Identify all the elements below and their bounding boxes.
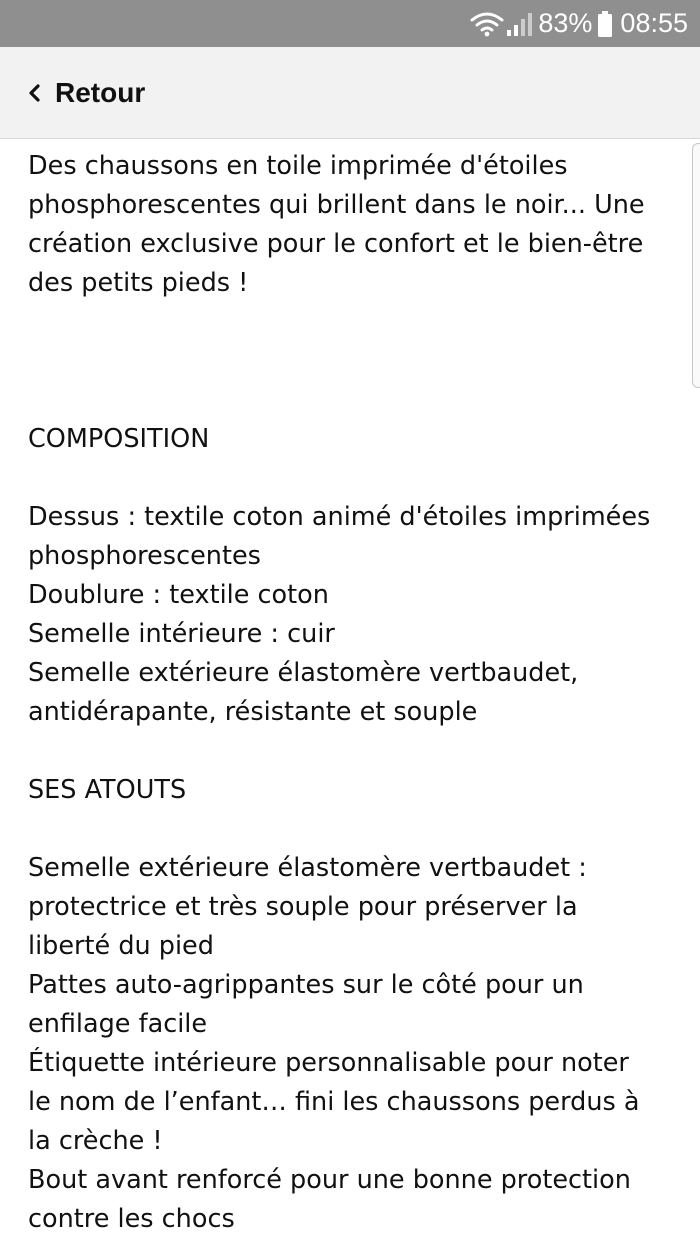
atouts-line: protectrice et très souple pour préserver la [28, 892, 578, 922]
atouts-heading: SES ATOUTS [28, 775, 187, 805]
product-description [28, 147, 678, 1239]
app-header [0, 47, 700, 139]
composition-line: Semelle extérieure élastomère vertbaudet, [28, 658, 579, 688]
atouts-line: la crèche ! [28, 1126, 163, 1156]
intro-line: création exclusive pour le confort et le bien-être [28, 229, 644, 259]
back-button[interactable] [27, 77, 145, 109]
signal-icon [506, 12, 532, 36]
atouts-line: Étiquette intérieure personnalisable pour noter [28, 1048, 629, 1078]
spacer [28, 732, 678, 771]
composition-line: Semelle intérieure : cuir [28, 619, 335, 649]
atouts-line: Semelle extérieure élastomère vertbaudet : [28, 853, 587, 883]
wifi-icon [470, 11, 504, 37]
intro-line: Des chaussons en toile imprimée d'étoiles [28, 151, 568, 181]
chevron-left-icon [27, 83, 41, 103]
intro-line: phosphorescentes qui brillent dans le noir... Une [28, 190, 645, 220]
composition-line: phosphorescentes [28, 541, 261, 571]
atouts-list [28, 849, 678, 1239]
composition-list [28, 498, 678, 732]
composition-line: Doublure : textile coton [28, 580, 329, 610]
spacer [28, 459, 678, 498]
atouts-line: enfilage facile [28, 1009, 208, 1039]
status-bar [0, 0, 700, 47]
composition-line: antidérapante, résistante et souple [28, 697, 478, 727]
atouts-line: le nom de l’enfant… fini les chaussons perdus à [28, 1087, 640, 1117]
composition-line: Dessus : textile coton animé d'étoiles imprimées [28, 502, 651, 532]
spacer [28, 303, 678, 420]
atouts-line: Bout avant renforcé pour une bonne protection [28, 1165, 631, 1195]
intro-paragraph [28, 147, 678, 303]
scroll-indicator[interactable] [692, 143, 700, 388]
battery-percent: 83% [538, 8, 593, 38]
atouts-line: Pattes auto-agrippantes sur le côté pour un [28, 970, 584, 1000]
intro-line: des petits pieds ! [28, 268, 249, 298]
spacer [28, 810, 678, 849]
clock: 08:55 [620, 8, 688, 38]
back-label: Retour [55, 76, 146, 108]
atouts-line: liberté du pied [28, 931, 214, 961]
battery-icon [598, 11, 612, 37]
atouts-line: contre les chocs [28, 1204, 235, 1234]
composition-heading: COMPOSITION [28, 424, 210, 454]
